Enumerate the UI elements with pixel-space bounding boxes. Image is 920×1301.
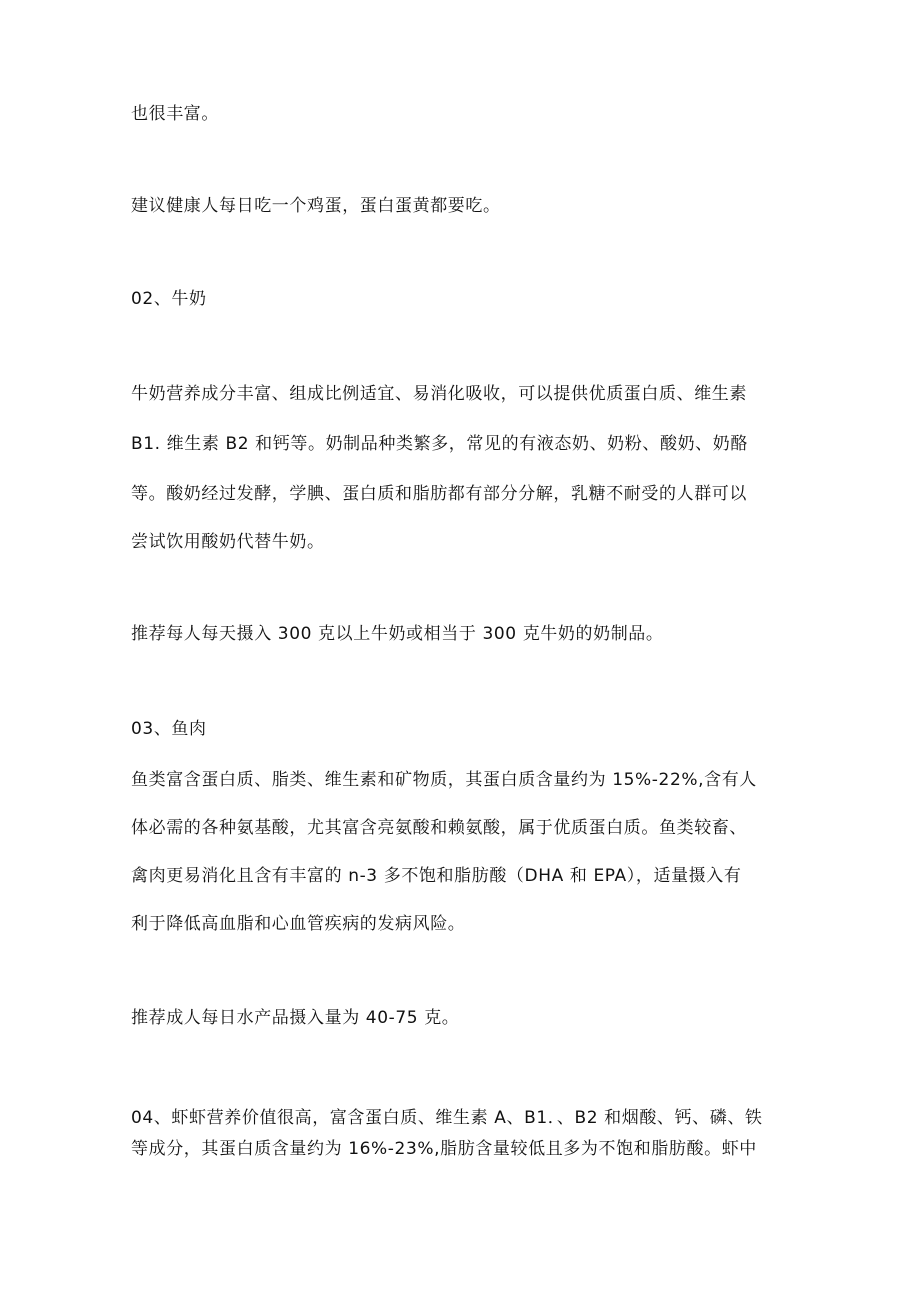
text-line: 也很丰富。 [131, 104, 219, 124]
text-line: 利于降低高血脂和心血管疾病的发病风险。 [131, 914, 466, 934]
section-heading-fish: 03、鱼肉 [131, 719, 207, 739]
text-line: B1. 维生素 B2 和钙等。奶制品种类繁多，常见的有液态奶、奶粉、酸奶、奶酪 [131, 434, 748, 454]
text-line: 04、虾虾营养价值很高，富含蛋白质、维生素 A、B1．、B2 和烟酸、钙、磷、铁 [131, 1108, 763, 1128]
text-line: 鱼类富含蛋白质、脂类、维生素和矿物质，其蛋白质含量约为 15%-22%,含有人 [131, 770, 757, 790]
text-line: 建议健康人每日吃一个鸡蛋，蛋白蛋黄都要吃。 [131, 196, 501, 216]
text-line: 禽肉更易消化且含有丰富的 n-3 多不饱和脂肪酸（DHA 和 EPA），适量摄入有 [131, 866, 742, 886]
text-line: 体必需的各种氨基酸，尤其富含亮氨酸和赖氨酸，属于优质蛋白质。鱼类较畜、 [131, 818, 747, 838]
section-heading-milk: 02、牛奶 [131, 289, 207, 309]
text-line: 牛奶营养成分丰富、组成比例适宜、易消化吸收，可以提供优质蛋白质、维生素 [131, 384, 747, 404]
text-line: 推荐成人每日水产品摄入量为 40-75 克。 [131, 1008, 460, 1028]
text-line: 尝试饮用酸奶代替牛奶。 [131, 532, 325, 552]
text-line: 等成分，其蛋白质含量约为 16%-23%,脂肪含量较低且多为不饱和脂肪酸。虾中 [131, 1139, 757, 1159]
text-line: 推荐每人每天摄入 300 克以上牛奶或相当于 300 克牛奶的奶制品。 [131, 624, 664, 644]
text-line: 等。酸奶经过发酵，学腆、蛋白质和脂肪都有部分分解，乳糖不耐受的人群可以 [131, 484, 747, 504]
